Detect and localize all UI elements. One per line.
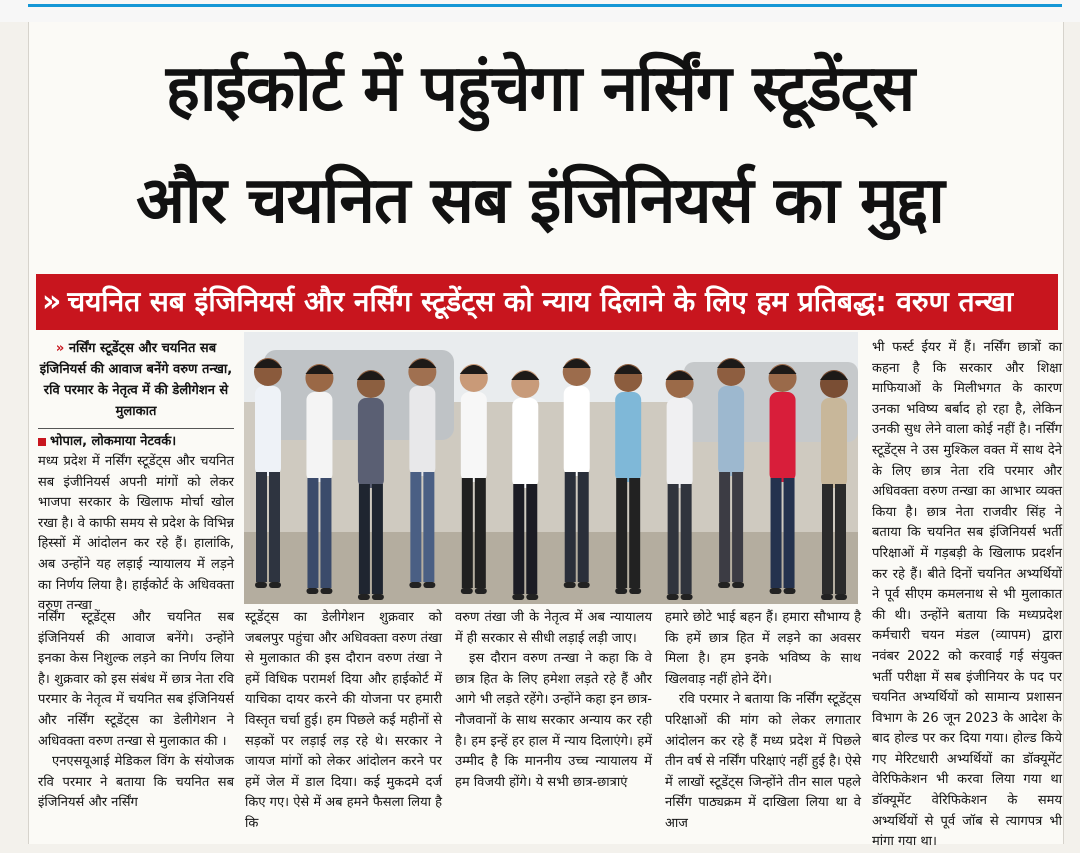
top-bar (0, 0, 1080, 22)
paragraph: रवि परमार ने बताया कि नर्सिंग स्टूडेंट्स परिक्षाओं की मांग को लेकर लगातार आंदोलन कर रहे हैं मध्य प्रदेश में पिछले तीन वर्ष से नर्सिंग परिक्षाएं नहीं हुई है। ऐसे में लाखों स्टूडेंट्स जिन्होंने तीन साल पहले नर्सिंग पाठ्यक्रम में दाखिला लिया था वे आज (665, 692, 861, 831)
paragraph: वरुण तंखा जी के नेतृत्व में अब न्यायालय में ही सरकार से सीधी लड़ाई लड़ी जाए। (455, 610, 652, 646)
top-rule (28, 4, 1062, 7)
square-bullet-icon (38, 438, 46, 446)
dateline-text: भोपाल, लोकमाया नेटवर्क। (50, 434, 177, 449)
dateline (38, 432, 234, 452)
headline-line-1: हाईकोर्ट में पहुंचेगा नर्सिंग स्टूडेंट्स (165, 52, 915, 126)
column-1-bottom (38, 608, 234, 814)
paragraph: एनएसयूआई मेडिकल विंग के संयोजक रवि परमार ने बताया कि चयनित सब इंजिनियर्स और नर्सिंग (38, 754, 234, 811)
chevron-icon: » (55, 341, 65, 356)
paragraph: मध्य प्रदेश में नर्सिंग स्टूडेंट्स और चयनित सब इंजीनियर्स अपनी मांगों को लेकर भाजपा सरकार के खिलाफ मोर्चा खोल रखा है। वे काफी समय से प्रदेश के विभिन्न हिस्सों में आंदोलन कर रहे हैं। हालांकि, अब उन्होंने यह लड़ाई न्यायालय में लड़ने का निर्णय लिया है। हाईकोर्ट के अधिवक्ता वरुण तन्खा (38, 454, 234, 614)
group-photo (244, 332, 858, 604)
paragraph: इस दौरान वरुण तन्खा ने कहा कि वे छात्र हित के लिए हमेशा लड़ते रहे हैं और आगे भी लड़ते रहेंगे। उन्होंने कहा इन छात्र-नौजवानों के साथ सरकार अन्याय कर रही है। हम इन्हें हर हाल में न्याय दिलाएंगे। हमें उम्मीद है कि माननीय उच्च न्यायालय में हम विजयी होंगे। ये सभी छात्र-छात्राएं (455, 651, 652, 790)
kicker-text: नर्सिंग स्टूडेंट्स और चयनित सब इंजिनियर्स की आवाज बनेंगे वरुण तन्खा, रवि परमार के नेतृत्व में की डेलीगेशन से मुलाकात (39, 341, 233, 419)
paragraph: नर्सिंग स्टूडेंट्स और चयनित सब इंजिनियर्स की आवाज बनेंगे। उन्होंने इनका केस निशुल्क लड़ने का निर्णय लिया है। शुक्रवार को इस संबंध में छात्र नेता रवि परमार के नेतृत्व में चयनित सब इंजिनियर्स और नर्सिंग स्टूडेंट्स का डेलीगेशन ने अधिवक्ता वरुण तन्खा से मुलाकात की । (38, 610, 234, 749)
headline-line-2: और चयनित सब इंजिनियर्स का मुद्दा (136, 164, 944, 238)
column-2 (245, 608, 442, 835)
column-5 (872, 338, 1062, 853)
paragraph: हमारे छोटे भाई बहन हैं। हमारा सौभाग्य है कि हमें छात्र हित में लड़ने का अवसर मिला है। हम इनके भविष्य के साथ खिलवाड़ नहीं होने देंगे। (665, 610, 861, 687)
deck-banner (36, 274, 1058, 330)
deck-text: चयनित सब इंजिनियर्स और नर्सिंग स्टूडेंट्स को न्याय दिलाने के लिए हम प्रतिबद्ध: वरुण तन्खा (67, 285, 1014, 318)
column-1-top (38, 452, 234, 617)
column-3 (455, 608, 652, 793)
kicker (38, 338, 234, 422)
chevron-icon: » (42, 284, 62, 319)
paragraph: स्टूडेंट्स का डेलीगेशन शुक्रवार को जबलपुर पहुंचा और अधिवक्ता वरुण तंखा से मुलाकात की इस दौरान वरुण तंखा ने हमें विधिक परामर्श दिया और हाईकोर्ट में याचिका दायर करने की योजना पर हमारी विस्तृत चर्चा हुई। हम पिछले कई महीनों से सड़कों पर लड़ाई लड़ रहे थे। सरकार ने जायज मांगों को लेकर आंदोलन करने पर हमें जेल में डाल दिया। कई मुकदमे दर्ज किए गए। ऐसे में अब हमने फैसला लिया है कि (245, 610, 443, 831)
paragraph: भी फर्स्ट ईयर में हैं। नर्सिंग छात्रों का कहना है कि सरकार और शिक्षा माफियाओं के मिलीभगत के कारण उनका भविष्य बर्बाद हो रहा है, लेकिन उनकी सुध लेने वाला कोई नहीं है। नर्सिंग स्टूडेंट्स ने उस मुश्किल वक्त में साथ देने के लिए छात्र नेता रवि परमार और अधिवक्ता वरुण तन्खा का आभार व्यक्त किया है। छात्र नेता राजवीर सिंह ने बताया कि चयनित सब इंजिनियर्स भर्ती परिक्षाओं में गड़बड़ी के खिलाफ प्रदर्शन कर रहे हैं। बीते दिनों चयनित अभ्यर्थियों ने पूर्व सीएम कमलनाथ से भी मुलाकात की थी। उन्होंने बताया कि मध्यप्रदेश कर्मचारी चयन मंडल (व्यापम) द्वारा नवंबर 2022 को करवाई गई संयुक्त भर्ती परीक्षा में सब इंजीनियर के पद पर चयनित अभ्यर्थियों को सामान्य प्रशासन विभाग के 26 जून 2023 के आदेश के बाद होल्ड पर कर दिया गया। होल्ड किये गए मेरिटधारी अभ्यर्थियों का डॉक्यूमेंट वेरिफिकेशन भी करवा लिया गया था डॉक्यूमेंट वेरिफिकेशन के समय अभ्यर्थियों से पूर्व जॉब से त्यागपत्र भी मांगा गया था। (872, 340, 1062, 850)
group-photo-image (244, 332, 858, 604)
column-4 (665, 608, 861, 835)
divider (38, 428, 234, 429)
